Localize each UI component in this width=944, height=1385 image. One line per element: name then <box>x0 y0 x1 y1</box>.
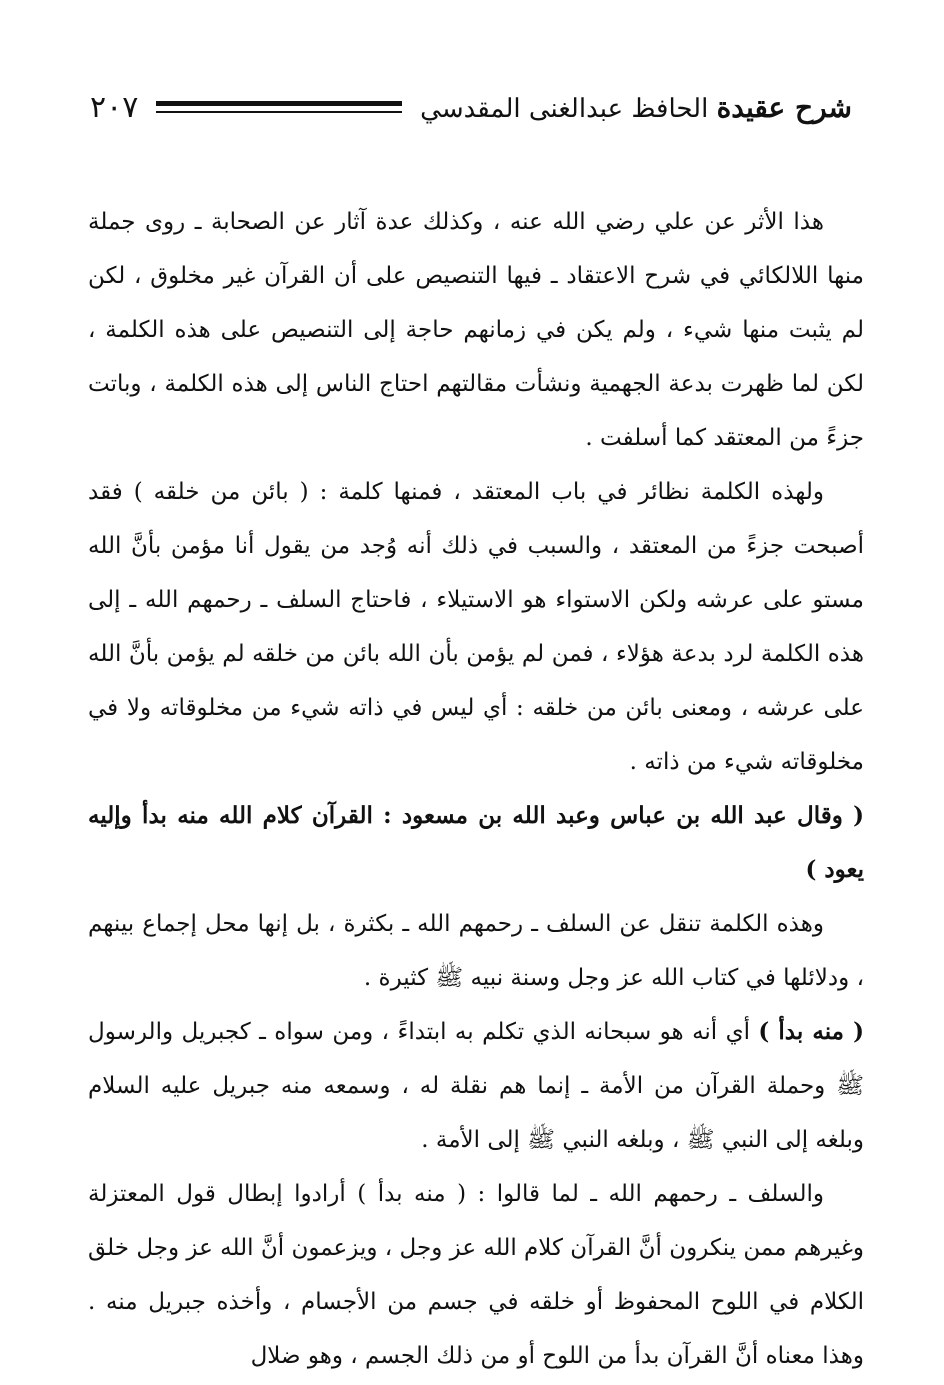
quoted-text: ( وقال عبد الله بن عباس وعبد الله بن مسعود : القرآن كلام الله منه بدأ وإليه يعود ) <box>88 802 864 883</box>
paragraph-4 <box>88 1005 864 1167</box>
book-title <box>420 91 852 124</box>
book-title-bold: شرح عقيدة <box>716 90 852 124</box>
header-rule <box>156 101 402 113</box>
paragraph-4-lead: ( منه بدأ ) <box>758 1018 864 1045</box>
book-title-rest: الحافظ عبدالغنى المقدسي <box>420 93 709 124</box>
header-rule-thin <box>156 111 402 113</box>
page-number: ٢٠٧ <box>90 89 139 125</box>
paragraph-2: ولهذه الكلمة نظائر في باب المعتقد ، فمنها كلمة : ( بائن من خلقه ) فقد أصبحت جزءً من المعتقد ، والسبب في ذلك أنه وُجد من يقول أنا مؤمن بأنَّ الله مستو على عرشه ولكن الاستواء هو الاستيلاء ، فاحتاج السلف ـ رحمهم الله ـ إلى هذه الكلمة لرد بدعة هؤلاء ، فمن لم يؤمن بأن الله بائن من خلقه لم يؤمن بأنَّ الله على عرشه ، ومعنى بائن من خلقه : أي ليس في ذاته شيء من مخلوقاته ولا في مخلوقاته شيء من ذاته . <box>88 479 864 775</box>
running-header <box>90 82 852 132</box>
paragraph-4-text: أي أنه هو سبحانه الذي تكلم به ابتداءً ، ومن سواه ـ كجبريل والرسول ﷺ وحملة القرآن من الأمة ـ إنما هم نقلة له ، وسمعه منه جبريل عليه السلام وبلغه إلى النبي ﷺ ، وبلغه النبي ﷺ إلى الأمة . <box>88 1019 864 1153</box>
paragraph-3: وهذه الكلمة تنقل عن السلف ـ رحمهم الله ـ بكثرة ، بل إنها محل إجماع بينهم ، ودلائلها في كتاب الله عز وجل وسنة نبيه ﷺ كثيرة . <box>88 911 864 991</box>
paragraph-1: هذا الأثر عن علي رضي الله عنه ، وكذلك عدة آثار عن الصحابة ـ روى جملة منها اللالكائي في شرح الاعتقاد ـ فيها التنصيص على أن القرآن غير مخلوق ، لكن لم يثبت منها شيء ، ولم يكن في زمانهم حاجة إلى التنصيص على هذه الكلمة ، لكن لما ظهرت بدعة الجهمية ونشأت مقالتهم احتاج الناس إلى هذه الكلمة ، وباتت جزءً من المعتقد كما أسلفت . <box>88 209 864 451</box>
paragraph-5: والسلف ـ رحمهم الله ـ لما قالوا : ( منه بدأ ) أرادوا إبطال قول المعتزلة وغيرهم ممن ينكرون أنَّ القرآن كلام الله عز وجل ، ويزعمون أنَّ الله عز وجل خلق الكلام في اللوح المحفوظ أو خلقه في جسم من الأجسام ، وأخذه جبريل منه . وهذا معناه أنَّ القرآن بدأ من اللوح أو من ذلك الجسم ، وهو ضلال <box>88 1181 864 1369</box>
page-body <box>88 195 864 1383</box>
header-rule-thick <box>156 101 402 106</box>
